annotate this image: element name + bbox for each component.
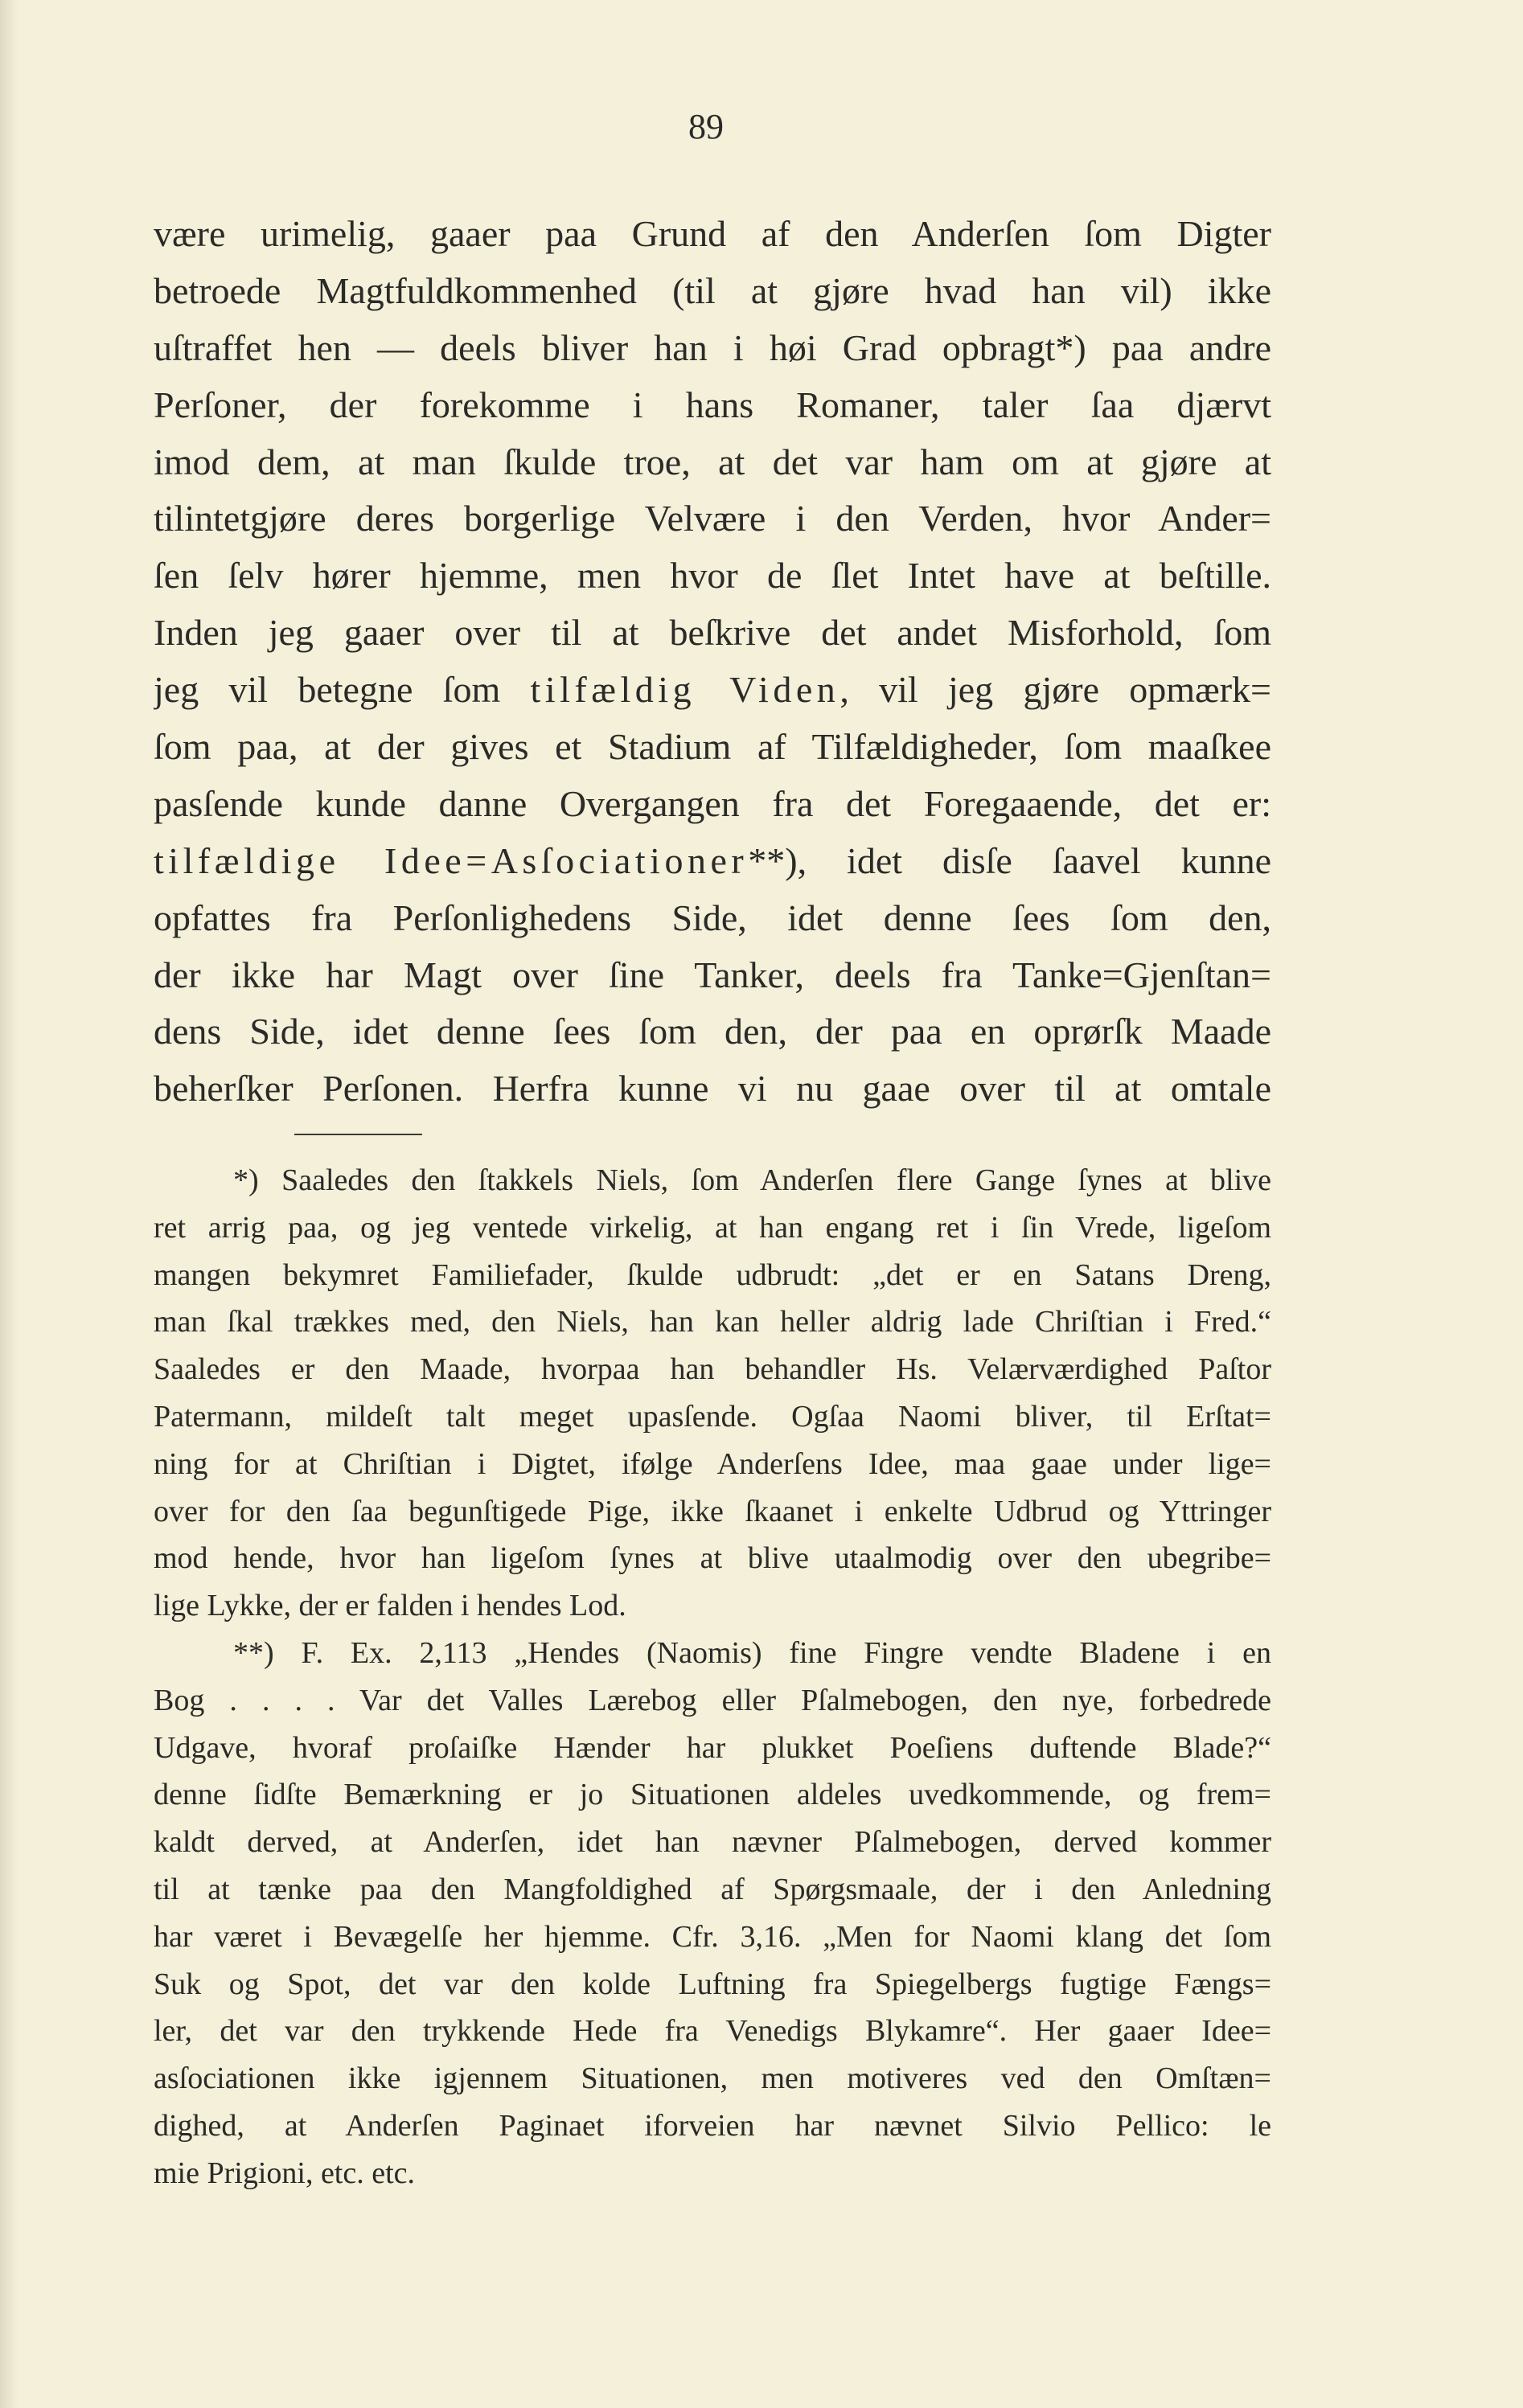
footnote-line: kaldt derved, at Anderſen, idet han nævner Pſalmebogen, derved kommer [154,1825,1271,1860]
body-line: betroede Magtfuldkommenhed (til at gjøre hvad han vil) ikke [154,269,1271,311]
footnote-line: *) Saaledes den ſtakkels Niels, ſom Anderſen flere Gange ſynes at blive [233,1163,1271,1197]
body-text-segment: jeg vil betegne ſom [154,669,531,711]
footnote-line: over for den ſaa begunſtigede Pige, ikke ſkaanet i enkelte Udbrud og Yttringer [154,1494,1271,1528]
footnote-line: Udgave, hvoraf proſaiſke Hænder har plukket Poeſiens duftende Blade?“ [154,1730,1271,1765]
footnote-rule [294,1134,422,1135]
footnote-line: Saaledes er den Maade, hvorpaa han behandler Hs. Velærværdighed Paſtor [154,1352,1271,1387]
footnote-line: ler, det var den trykkende Hede fra Venedigs Blykamre“. Her gaaer Idee= [154,2014,1271,2049]
footnote-line: Patermann, mildeſt talt meget upasſende. Ogſaa Naomi bliver, til Erſtat= [154,1399,1271,1434]
body-line: Inden jeg gaaer over til at beſkrive det andet Misforhold, ſom [154,612,1271,654]
footnote-line: lige Lykke, der er falden i hendes Lod. [154,1589,626,1623]
footnote-line: ret arrig paa, og jeg ventede virkelig, at han engang ret i ſin Vrede, ligeſom [154,1210,1271,1245]
body-line: imod dem, at man ſkulde troe, at det var ham om at gjøre at [154,441,1271,482]
footnote-line: asſociationen ikke igjennem Situationen, men motiveres ved den Omſtæn= [154,2061,1271,2096]
body-text-segment: , vil jeg gjøre opmærk= [839,669,1271,711]
footnote-line: Suk og Spot, det var den kolde Luftning fra Spiegelbergs fugtige Fængs= [154,1967,1271,2001]
body-line: beherſker Perſonen. Herfra kunne vi nu gaae over til at omtale [154,1068,1271,1110]
footnote-line: Bog . . . . Var det Valles Lærebog eller Pſalmebogen, den nye, forbedrede [154,1683,1271,1717]
footnote-line: har været i Bevægelſe her hjemme. Cfr. 3,16. „Men for Naomi klang det ſom [154,1919,1271,1954]
footnote-2 [154,1630,1271,2197]
body-line: dens Side, idet denne ſees ſom den, der paa en oprørſk Maade [154,1011,1271,1052]
footnote-line: **) F. Ex. 2,113 „Hendes (Naomis) fine Fingre vendte Bladene i en [233,1635,1271,1670]
body-text-segment: **), idet disſe ſaavel kunne [748,839,1271,881]
footnote-line: dighed, at Anderſen Paginaet iforveien har nævnet Silvio Pellico: le [154,2108,1271,2143]
body-line: ſen ſelv hører hjemme, men hvor de ſlet Intet have at beſtille. [154,555,1271,597]
footnotes [154,1157,1271,2197]
body-text [154,206,1271,1118]
footnote-line: ning for at Chriſtian i Digtet, ifølge Anderſens Idee, maa gaae under lige= [154,1446,1271,1481]
body-line: ſom paa, at der gives et Stadium af Tilfældigheder, ſom maaſkee [154,726,1271,768]
body-line: Perſoner, der forekomme i hans Romaner, taler ſaa djærvt [154,384,1271,425]
body-line: tilintetgjøre deres borgerlige Velvære i den Verden, hvor Ander= [154,498,1271,539]
body-line [154,662,1271,719]
body-line [154,833,1271,890]
footnote-1 [154,1157,1271,1630]
footnote-line: mangen bekymret Familiefader, ſkulde udbrudt: „det er en Satans Dreng, [154,1257,1271,1292]
page-edge-shadow [0,0,18,2408]
footnote-line: denne ſidſte Bemærkning er jo Situationen aldeles uvedkommende, og frem= [154,1778,1271,1812]
emphasized-term: tilfældig Viden [530,669,840,711]
body-line: der ikke har Magt over ſine Tanker, deels fra Tanke=Gjenſtan= [154,954,1271,995]
emphasized-term: tilfældige Idee=Asſociationer [154,839,749,881]
footnote-line: til at tænke paa den Mangfoldighed af Spørgsmaale, der i den Anledning [154,1872,1271,1906]
body-line: opfattes fra Perſonlighedens Side, idet denne ſees ſom den, [154,896,1271,938]
body-line: være urimelig, gaaer paa Grund af den Anderſen ſom Digter [154,213,1271,254]
footnote-line: mod hende, hvor han ligeſom ſynes at blive utaalmodig over den ubegribe= [154,1541,1271,1576]
body-line: pasſende kunde danne Overgangen fra det Foregaaende, det er: [154,782,1271,824]
body-line: uſtraffet hen — deels bliver han i høi Grad opbragt*) paa andre [154,326,1271,368]
footnote-line: man ſkal trækkes med, den Niels, han kan heller aldrig lade Chriſtian i Fred.“ [154,1305,1271,1339]
footnote-line: mie Prigioni, etc. etc. [154,2156,416,2190]
page-number: 89 [688,107,724,146]
